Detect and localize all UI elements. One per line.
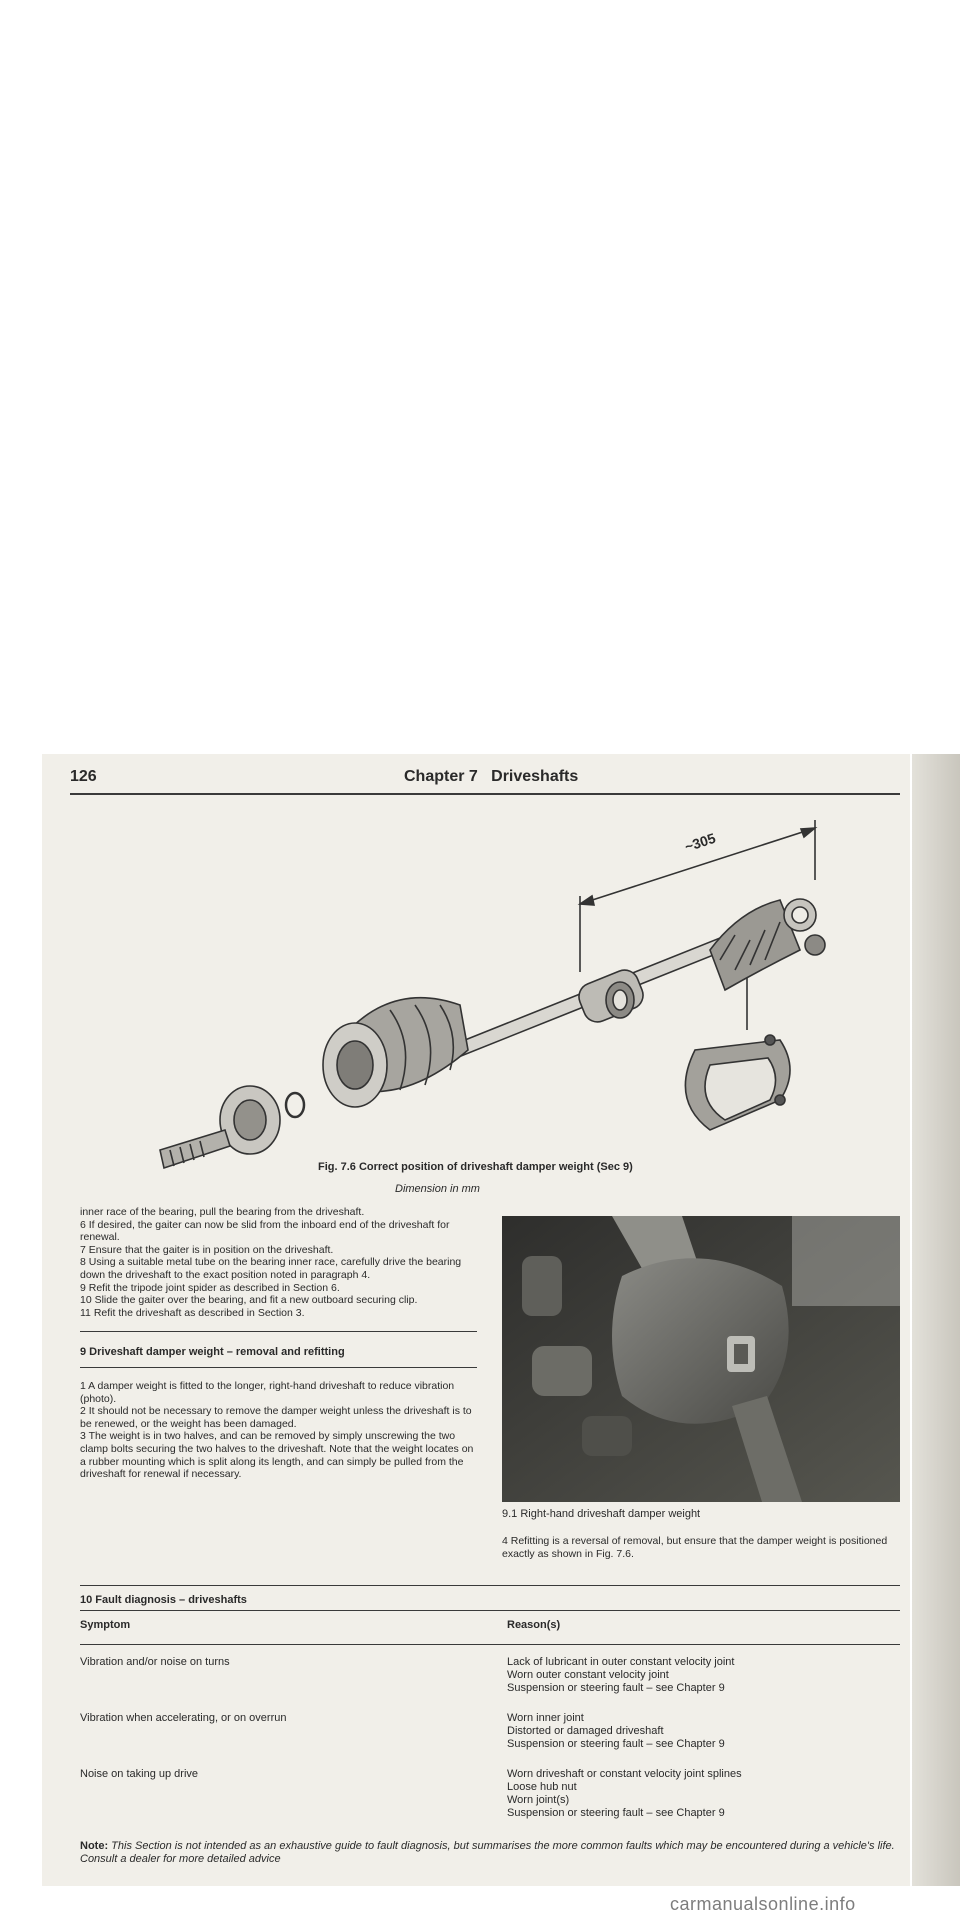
paragraph: 1 A damper weight is fitted to the longer, right-hand driveshaft to reduce vibration (photo). [80, 1379, 455, 1405]
reasons [507, 1712, 900, 1751]
footnote [80, 1840, 900, 1866]
reason: Suspension or steering fault – see Chapter 9 [507, 1738, 725, 1750]
note-label: Note: [80, 1840, 109, 1852]
photo-caption: 9.1 Right-hand driveshaft damper weight [502, 1508, 701, 1520]
header-rule [70, 793, 900, 795]
left-column [80, 1206, 477, 1481]
column-header-reasons: Reason(s) [507, 1619, 561, 1631]
reason: Distorted or damaged driveshaft [507, 1725, 664, 1737]
column-header-symptom: Symptom [80, 1619, 131, 1631]
reason: Worn inner joint [507, 1712, 584, 1724]
reason: Suspension or steering fault – see Chapter 9 [507, 1807, 725, 1819]
paragraph: 9 Refit the tripode joint spider as described in Section 6. [80, 1281, 340, 1294]
paragraph: 10 Slide the gaiter over the bearing, and fit a new outboard securing clip. [80, 1294, 418, 1307]
page-edge-shadow [912, 754, 960, 1886]
outer-joint-gaiter [323, 998, 468, 1107]
paragraph: 4 Refitting is a reversal of removal, but ensure that the damper weight is positioned exactly as shown in Fig. 7.6. [502, 1535, 888, 1560]
reason: Worn outer constant velocity joint [507, 1669, 669, 1681]
dimension-label: ~305 [682, 829, 718, 855]
section-heading-rule [80, 1610, 900, 1611]
symptom: Vibration when accelerating, or on overrun [80, 1712, 287, 1724]
damper-weight-half [685, 1035, 790, 1130]
reason: Worn joint(s) [507, 1794, 570, 1806]
chapter-title: Chapter 7 Driveshafts [404, 768, 579, 785]
arrow-left [580, 896, 594, 905]
section-10-heading: 10 Fault diagnosis – driveshafts [80, 1594, 247, 1606]
reason: Suspension or steering fault – see Chapter 9 [507, 1682, 725, 1694]
reasons [507, 1768, 900, 1820]
paragraph: 6 If desired, the gaiter can now be slid from the inboard end of the driveshaft for renewal. [80, 1218, 450, 1244]
reason: Lack of lubricant in outer constant velocity joint [507, 1656, 735, 1668]
symptom: Vibration and/or noise on turns [80, 1656, 230, 1668]
symptom: Noise on taking up drive [80, 1768, 199, 1780]
reasons [507, 1656, 900, 1695]
page-number: 126 [70, 768, 97, 785]
section-rule [80, 1585, 900, 1586]
watermark: carmanualsonline.info [670, 1894, 856, 1914]
paragraph: inner race of the bearing, pull the bearing from the driveshaft. [80, 1206, 365, 1218]
section-heading-rule [80, 1367, 477, 1368]
driveshaft-illustration [150, 800, 850, 1170]
arrow-right [801, 828, 815, 837]
note-text: This Section is not intended as an exhaustive guide to fault diagnosis, but summarises the more common faults which may be encountered during a vehicle's life. Consult a dealer for more detailed advice [80, 1840, 895, 1865]
circlip [286, 1093, 304, 1117]
paragraph: 11 Refit the driveshaft as described in Section 3. [80, 1306, 305, 1319]
damper-weight-photo [502, 1216, 900, 1502]
reason: Worn driveshaft or constant velocity joint splines [507, 1768, 742, 1780]
section-rule [80, 1331, 477, 1332]
paragraph: 2 It should not be necessary to remove the damper weight unless the driveshaft is to be renewed, or the weight has been damaged. [80, 1405, 472, 1430]
inner-joint-gaiter [710, 899, 825, 990]
reason: Loose hub nut [507, 1781, 577, 1793]
table-header-rule [80, 1644, 900, 1645]
paragraph: 7 Ensure that the gaiter is in position on the driveshaft. [80, 1243, 334, 1256]
cv-joint-stub [160, 1086, 280, 1168]
section-9-heading: 9 Driveshaft damper weight – removal and refitting [80, 1346, 345, 1359]
figure-subcaption: Dimension in mm [395, 1183, 480, 1195]
paragraph: 8 Using a suitable metal tube on the bearing inner race, carefully drive the bearing down the driveshaft to the exact position noted in paragraph 4. [80, 1256, 462, 1281]
figure-caption: Fig. 7.6 Correct position of driveshaft damper weight (Sec 9) [318, 1161, 633, 1173]
paragraph: 3 The weight is in two halves, and can be removed by simply unscrewing the two clamp bolts securing the two halves to the driveshaft. Note that the weight locates on a rubber mounting which is split along its length, and can simply be pulled from the driveshaft for renewal if necessary. [80, 1430, 474, 1481]
